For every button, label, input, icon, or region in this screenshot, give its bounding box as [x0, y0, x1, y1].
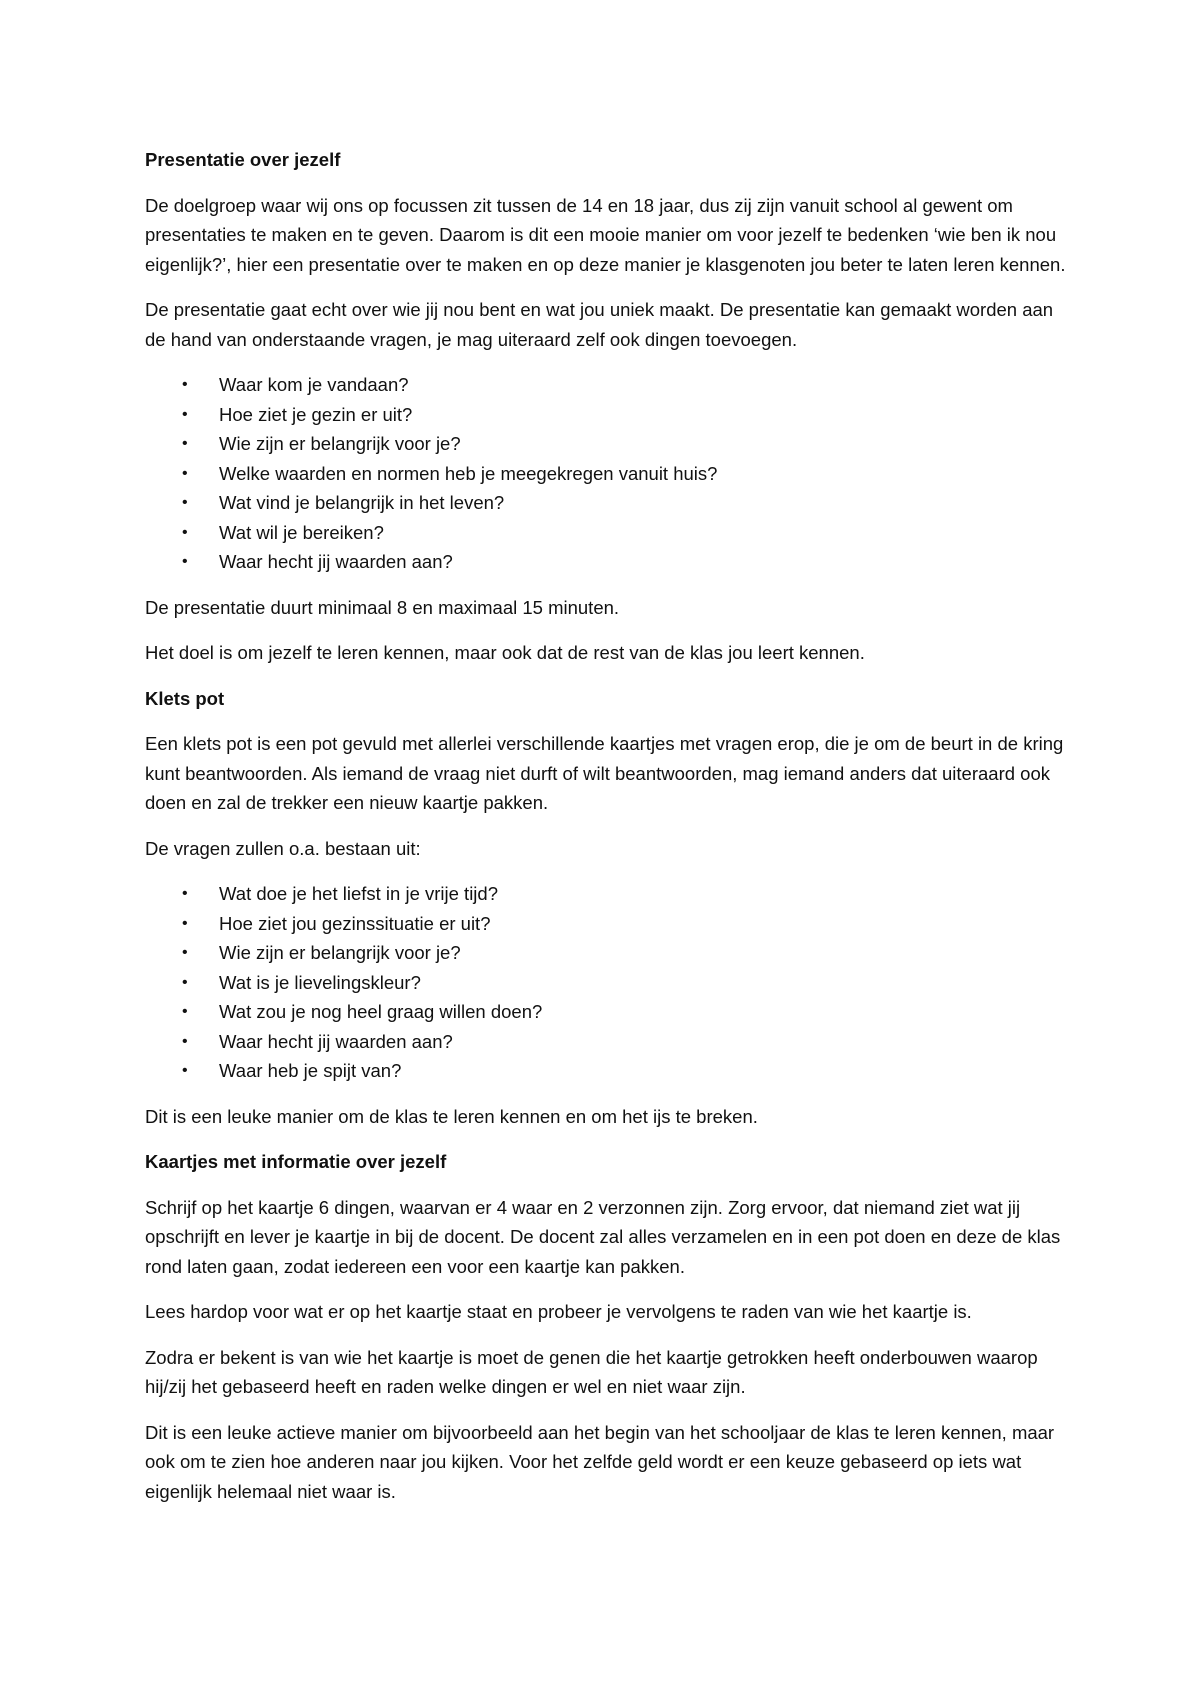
- section-heading-klets-pot: Klets pot: [145, 687, 225, 709]
- question-list-klets-pot: [145, 879, 1075, 1086]
- paragraph: De vragen zullen o.a. bestaan uit:: [145, 837, 421, 859]
- list-item: • Waar heb je spijt van?: [145, 1056, 1075, 1086]
- bullet-icon: •: [182, 1032, 188, 1050]
- question-list-presentatie: [145, 370, 1075, 577]
- bullet-icon: •: [182, 553, 188, 570]
- list-item: • Wat doe je het liefst in je vrije tijd?: [145, 879, 1075, 909]
- list-item: • Wie zijn er belangrijk voor je?: [145, 429, 1075, 459]
- paragraph: Een klets pot is een pot gevuld met allerlei verschillende kaartjes met vragen erop, die je om de beurt in de kring kunt beantwoorden. Als iemand de vraag niet durft of wilt beantwoorden, mag iemand anders dat uiteraard ook doen en zal de trekker een nieuw kaartje pakken.: [145, 733, 1064, 813]
- list-item: • Wat vind je belangrijk in het leven?: [145, 488, 1075, 518]
- paragraph: Dit is een leuke manier om de klas te leren kennen en om het ijs te breken.: [145, 1105, 758, 1127]
- bullet-icon: •: [182, 435, 188, 452]
- bullet-icon: •: [182, 944, 188, 961]
- paragraph: Schrijf op het kaartje 6 dingen, waarvan er 4 waar en 2 verzonnen zijn. Zorg ervoor, dat niemand ziet wat jij opschrijft en lever je kaartje in bij de docent. De docent zal alles verzamelen en in een pot doen en deze de klas rond laten gaan, zodat iedereen een voor een kaartje kan pakken.: [145, 1196, 1061, 1277]
- bullet-icon: •: [182, 1003, 188, 1020]
- list-item: • Wat zou je nog heel graag willen doen?: [145, 997, 1075, 1027]
- list-item: • Hoe ziet jou gezinssituatie er uit?: [145, 909, 1075, 939]
- document-body: [145, 145, 1075, 1522]
- bullet-icon: •: [182, 464, 188, 482]
- list-item: • Welke waarden en normen heb je meegekregen vanuit huis?: [145, 459, 1075, 489]
- bullet-icon: •: [182, 973, 188, 991]
- bullet-icon: •: [182, 1062, 188, 1079]
- paragraph: Dit is een leuke actieve manier om bijvoorbeeld aan het begin van het schooljaar de klas te leren kennen, maar ook om te zien hoe anderen naar jou kijken. Voor het zelfde geld wordt er een keuze gebaseerd op iets wat eigenlijk helemaal niet waar is.: [145, 1421, 1055, 1502]
- list-item: • Waar hecht jij waarden aan?: [145, 1027, 1075, 1057]
- paragraph: Zodra er bekent is van wie het kaartje is moet de genen die het kaartje getrokken heeft onderbouwen waarop hij/zij het gebaseerd heeft en raden welke dingen er wel en niet waar zijn.: [145, 1346, 1038, 1397]
- list-item: • Waar kom je vandaan?: [145, 370, 1075, 400]
- bullet-icon: •: [182, 405, 188, 423]
- bullet-icon: •: [182, 523, 188, 541]
- bullet-icon: •: [182, 494, 188, 511]
- list-item: • Wat is je lievelingskleur?: [145, 968, 1075, 998]
- bullet-icon: •: [182, 914, 188, 932]
- bullet-icon: •: [182, 376, 188, 393]
- paragraph: De presentatie gaat echt over wie jij nou bent en wat jou uniek maakt. De presentatie kan gemaakt worden aan de hand van onderstaande vragen, je mag uiteraard zelf ook dingen toevoegen.: [145, 299, 1054, 350]
- list-item: • Wie zijn er belangrijk voor je?: [145, 938, 1075, 968]
- list-item: • Waar hecht jij waarden aan?: [145, 547, 1075, 577]
- bullet-icon: •: [182, 885, 188, 902]
- paragraph: De doelgroep waar wij ons op focussen zit tussen de 14 en 18 jaar, dus zij zijn vanuit school al gewent om presentaties te maken en te geven. Daarom is dit een mooie manier om voor jezelf te bedenken ‘wie ben ik nou eigenlijk?’, hier een presentatie over te maken en op deze manier je klasgenoten jou beter te laten leren kennen.: [145, 194, 1066, 275]
- section-heading-kaartjes: Kaartjes met informatie over jezelf: [145, 1151, 447, 1172]
- list-item: • Hoe ziet je gezin er uit?: [145, 400, 1075, 430]
- paragraph: Het doel is om jezelf te leren kennen, maar ook dat de rest van de klas jou leert kennen.: [145, 642, 865, 663]
- list-item: • Wat wil je bereiken?: [145, 518, 1075, 548]
- paragraph: Lees hardop voor wat er op het kaartje staat en probeer je vervolgens te raden van wie het kaartje is.: [145, 1301, 972, 1322]
- section-heading-presentatie: Presentatie over jezelf: [145, 149, 341, 170]
- paragraph: De presentatie duurt minimaal 8 en maximaal 15 minuten.: [145, 596, 620, 618]
